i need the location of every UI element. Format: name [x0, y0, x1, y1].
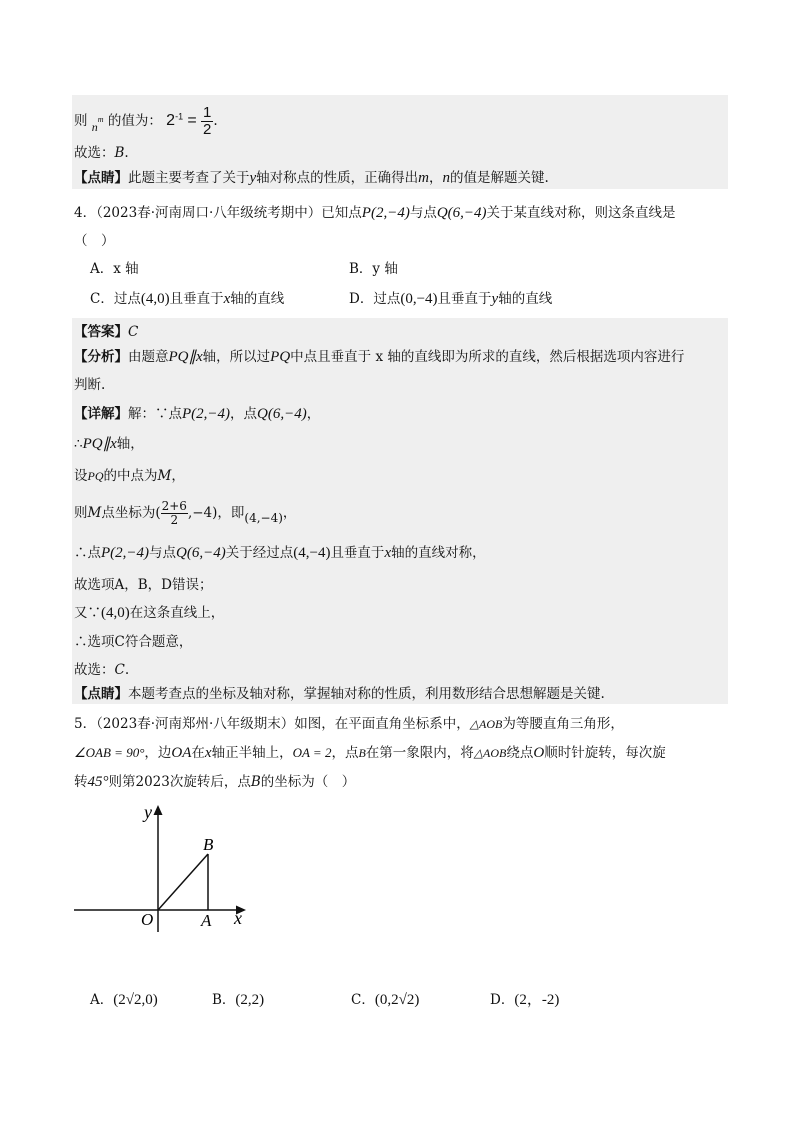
- text: 转: [74, 774, 88, 790]
- text: 的中点为: [103, 468, 158, 484]
- text: 关于经过点: [225, 545, 294, 561]
- point-Q: Q(6,−4): [176, 545, 226, 561]
- text: ，点: [230, 406, 258, 422]
- text: 的值为：: [107, 113, 162, 129]
- point-P: P(2,−4): [182, 406, 231, 422]
- text: 判断.: [74, 377, 106, 393]
- fraction-midpoint: [161, 500, 188, 527]
- math-var: x: [204, 745, 212, 761]
- math-expr: PQ: [270, 349, 291, 365]
- math-var: y: [491, 291, 499, 307]
- option-label: D．: [490, 992, 515, 1008]
- point: (4,−4): [244, 511, 283, 525]
- text: 由题意: [128, 349, 169, 365]
- point: (0,−4): [400, 291, 438, 307]
- text: 绕点: [506, 745, 534, 761]
- q4-option-d[interactable]: [349, 289, 552, 309]
- math-var: OA: [171, 745, 192, 761]
- text: 与点: [409, 205, 437, 221]
- math-var: B: [250, 774, 261, 790]
- fraction-denominator: 2: [170, 513, 179, 527]
- text: 设: [74, 468, 88, 484]
- text: ,−4): [187, 505, 218, 521]
- text: 轴，: [116, 436, 144, 452]
- text: 已知点: [321, 205, 362, 221]
- answer-value: C: [128, 324, 139, 340]
- text: 的值是解题关键.: [450, 170, 549, 186]
- option-text: (2，-2): [514, 992, 560, 1008]
- option-label: A．: [90, 261, 114, 277]
- math-exponent: -1: [175, 111, 184, 122]
- text: 且垂直于: [169, 291, 224, 307]
- math-expr: △AOB: [473, 746, 507, 760]
- q4-detail-line5: [74, 543, 486, 563]
- text: 中点且垂直于 x 轴的直线即为所求的直线，然后根据选项内容进行: [290, 349, 685, 365]
- text: 关于某直线对称，则这条直线是: [486, 205, 676, 221]
- math-expr: PQ∥x: [168, 349, 203, 365]
- point-Q: Q(6,−4): [436, 205, 487, 221]
- text: ∴选项C符合题意，: [74, 634, 193, 650]
- y-axis-arrow: [154, 805, 163, 815]
- text: 且垂直于: [330, 545, 385, 561]
- text: 又∵: [74, 605, 101, 621]
- text: ，即: [217, 505, 245, 521]
- math-var: O: [533, 745, 545, 761]
- choice-value: C: [114, 662, 125, 678]
- text: .: [124, 662, 130, 678]
- math-expr: PQ: [87, 469, 104, 483]
- option-text: (2√2,0): [113, 992, 158, 1008]
- text: 为等腰直角三角形，: [502, 716, 624, 732]
- option-label: B．: [349, 261, 373, 277]
- text: .: [213, 113, 218, 129]
- prev-choice-line: [74, 143, 129, 163]
- text: 此题主要考查了关于: [128, 170, 250, 186]
- q4-analysis-line1: [74, 347, 684, 367]
- text: 故选：: [74, 145, 115, 161]
- fraction-numerator: 2+6: [161, 499, 187, 513]
- q4-analysis-line2: [74, 375, 105, 395]
- math-exponent: m: [97, 114, 104, 124]
- option-label: D．: [349, 291, 374, 307]
- text: 过点: [113, 291, 141, 307]
- label-O: O: [141, 910, 154, 929]
- q4-answer-line: [74, 322, 138, 342]
- text: 轴的直线: [498, 291, 553, 307]
- point: (4,0): [101, 605, 130, 621]
- q5-stem-line2: [74, 743, 666, 763]
- point: (4,−4): [293, 545, 331, 561]
- q4-detail-line4: [74, 500, 296, 527]
- text: 与点: [149, 545, 177, 561]
- q5-option-c[interactable]: [351, 990, 419, 1010]
- math-value: 2: [166, 112, 176, 129]
- text: 在这条直线上，: [129, 605, 225, 621]
- text: 在: [191, 745, 205, 761]
- text: 本题考查点的坐标及轴对称，掌握轴对称的性质，利用数形结合思想解题是关键.: [128, 686, 605, 702]
- option-text: (2,2): [235, 992, 265, 1008]
- q5-stem-line3: [74, 772, 355, 792]
- text: ，: [282, 505, 297, 521]
- label-x: x: [234, 908, 242, 928]
- math-base: n: [91, 120, 98, 134]
- text: 轴的直线对称，: [391, 545, 486, 561]
- text: ，边: [144, 745, 172, 761]
- tip-tag: 【点睛】: [74, 170, 128, 186]
- math-var: x: [223, 291, 231, 307]
- fraction-numerator: 1: [203, 104, 212, 121]
- math-var: M: [87, 505, 102, 521]
- point-P: P(2,−4): [101, 545, 150, 561]
- answer-blank: （ ）: [74, 233, 115, 249]
- math-var: y: [249, 170, 257, 186]
- question-number: 4．: [74, 205, 97, 221]
- option-label: B．: [212, 992, 236, 1008]
- q4-detail-line7: [74, 603, 224, 623]
- text: 故选：: [74, 662, 115, 678]
- text: 点坐标为(: [101, 505, 161, 521]
- text: ∴: [74, 436, 83, 452]
- text: 则: [74, 113, 88, 129]
- prev-tip-line: [74, 168, 549, 188]
- text: 的坐标为（ ）: [260, 774, 356, 790]
- point: (4,0): [140, 291, 170, 307]
- text: 轴的直线: [230, 291, 285, 307]
- text: 轴，所以过: [202, 349, 271, 365]
- text: 且垂直于: [437, 291, 492, 307]
- q5-option-a[interactable]: [90, 990, 158, 1010]
- text: 在第一象限内，将: [365, 745, 474, 761]
- point-Q: Q(6,−4): [257, 406, 307, 422]
- coordinate-figure: [66, 796, 256, 936]
- text: ，: [306, 406, 321, 422]
- text: 顺时针旋转，每次旋: [544, 745, 666, 761]
- point-P: P(2,−4): [361, 205, 410, 221]
- tip-tag: 【点睛】: [74, 686, 128, 702]
- text: 轴正半轴上，: [211, 745, 293, 761]
- math-expr: ∠OAB = 90°: [74, 745, 145, 760]
- q5-option-d[interactable]: [490, 990, 559, 1010]
- q5-stem-line1: [74, 714, 624, 734]
- math-var: x: [384, 545, 392, 561]
- q4-detail-line1: [74, 404, 320, 424]
- text: 如图，在平面直角坐标系中，: [294, 716, 470, 732]
- text: ，: [171, 468, 185, 484]
- q4-detail-line2: [74, 434, 144, 454]
- q4-option-b[interactable]: [349, 259, 398, 279]
- question-source: （2023春·河南周口·八年级统考期中）: [96, 205, 322, 221]
- text: 则: [74, 505, 88, 521]
- q4-option-a[interactable]: [90, 259, 139, 279]
- math-expr: 45°: [87, 774, 109, 790]
- text: 轴对称点的性质，正确得出: [256, 170, 419, 186]
- text: 解：∵点: [128, 406, 182, 422]
- fraction-denominator: 2: [203, 121, 212, 138]
- choice-value: B: [114, 145, 125, 161]
- question-number: 5．: [74, 716, 97, 732]
- q4-detail-line6: [74, 575, 213, 595]
- q4-detail-line9: [74, 660, 129, 680]
- label-B: B: [203, 835, 214, 854]
- math-expr: △AOB: [469, 717, 503, 731]
- math-expr: OA = 2: [292, 745, 332, 760]
- fraction-one-half: [201, 105, 213, 138]
- q4-detail-line8: [74, 632, 192, 652]
- detail-tag: 【详解】: [74, 406, 128, 422]
- q4-stem-line1: [74, 203, 676, 223]
- text: 则第2023次旋转后，点: [108, 774, 251, 790]
- text: .: [124, 145, 129, 161]
- text: ∴点: [74, 545, 101, 561]
- text: 故选项A，B，D错误；: [74, 577, 213, 593]
- q4-option-c[interactable]: [90, 289, 284, 309]
- text: ，: [429, 170, 443, 186]
- label-y: y: [144, 802, 152, 822]
- q4-detail-line3: [74, 466, 185, 486]
- prev-result-line: [74, 105, 218, 138]
- option-text: (0,2√2): [374, 992, 420, 1008]
- text: ，点: [331, 745, 359, 761]
- option-label: C．: [90, 291, 114, 307]
- segment-OB: [158, 854, 208, 910]
- math-var: M: [157, 468, 172, 484]
- math-var: n: [442, 170, 451, 186]
- option-label: C．: [351, 992, 375, 1008]
- q4-answer-paren: [74, 231, 115, 251]
- math-var: m: [418, 170, 430, 186]
- text: 过点: [373, 291, 401, 307]
- q5-option-b[interactable]: [212, 990, 264, 1010]
- option-text: x 轴: [113, 261, 139, 277]
- analysis-tag: 【分析】: [74, 349, 128, 365]
- math-equals: =: [187, 112, 197, 129]
- label-A: A: [201, 911, 212, 930]
- option-text: y 轴: [372, 261, 398, 277]
- answer-tag: 【答案】: [74, 324, 128, 340]
- math-var: B: [358, 746, 366, 760]
- q4-tip-line: [74, 684, 605, 704]
- option-label: A．: [90, 992, 114, 1008]
- question-source: （2023春·河南郑州·八年级期末）: [96, 716, 295, 732]
- math-expr: PQ∥x: [82, 436, 117, 452]
